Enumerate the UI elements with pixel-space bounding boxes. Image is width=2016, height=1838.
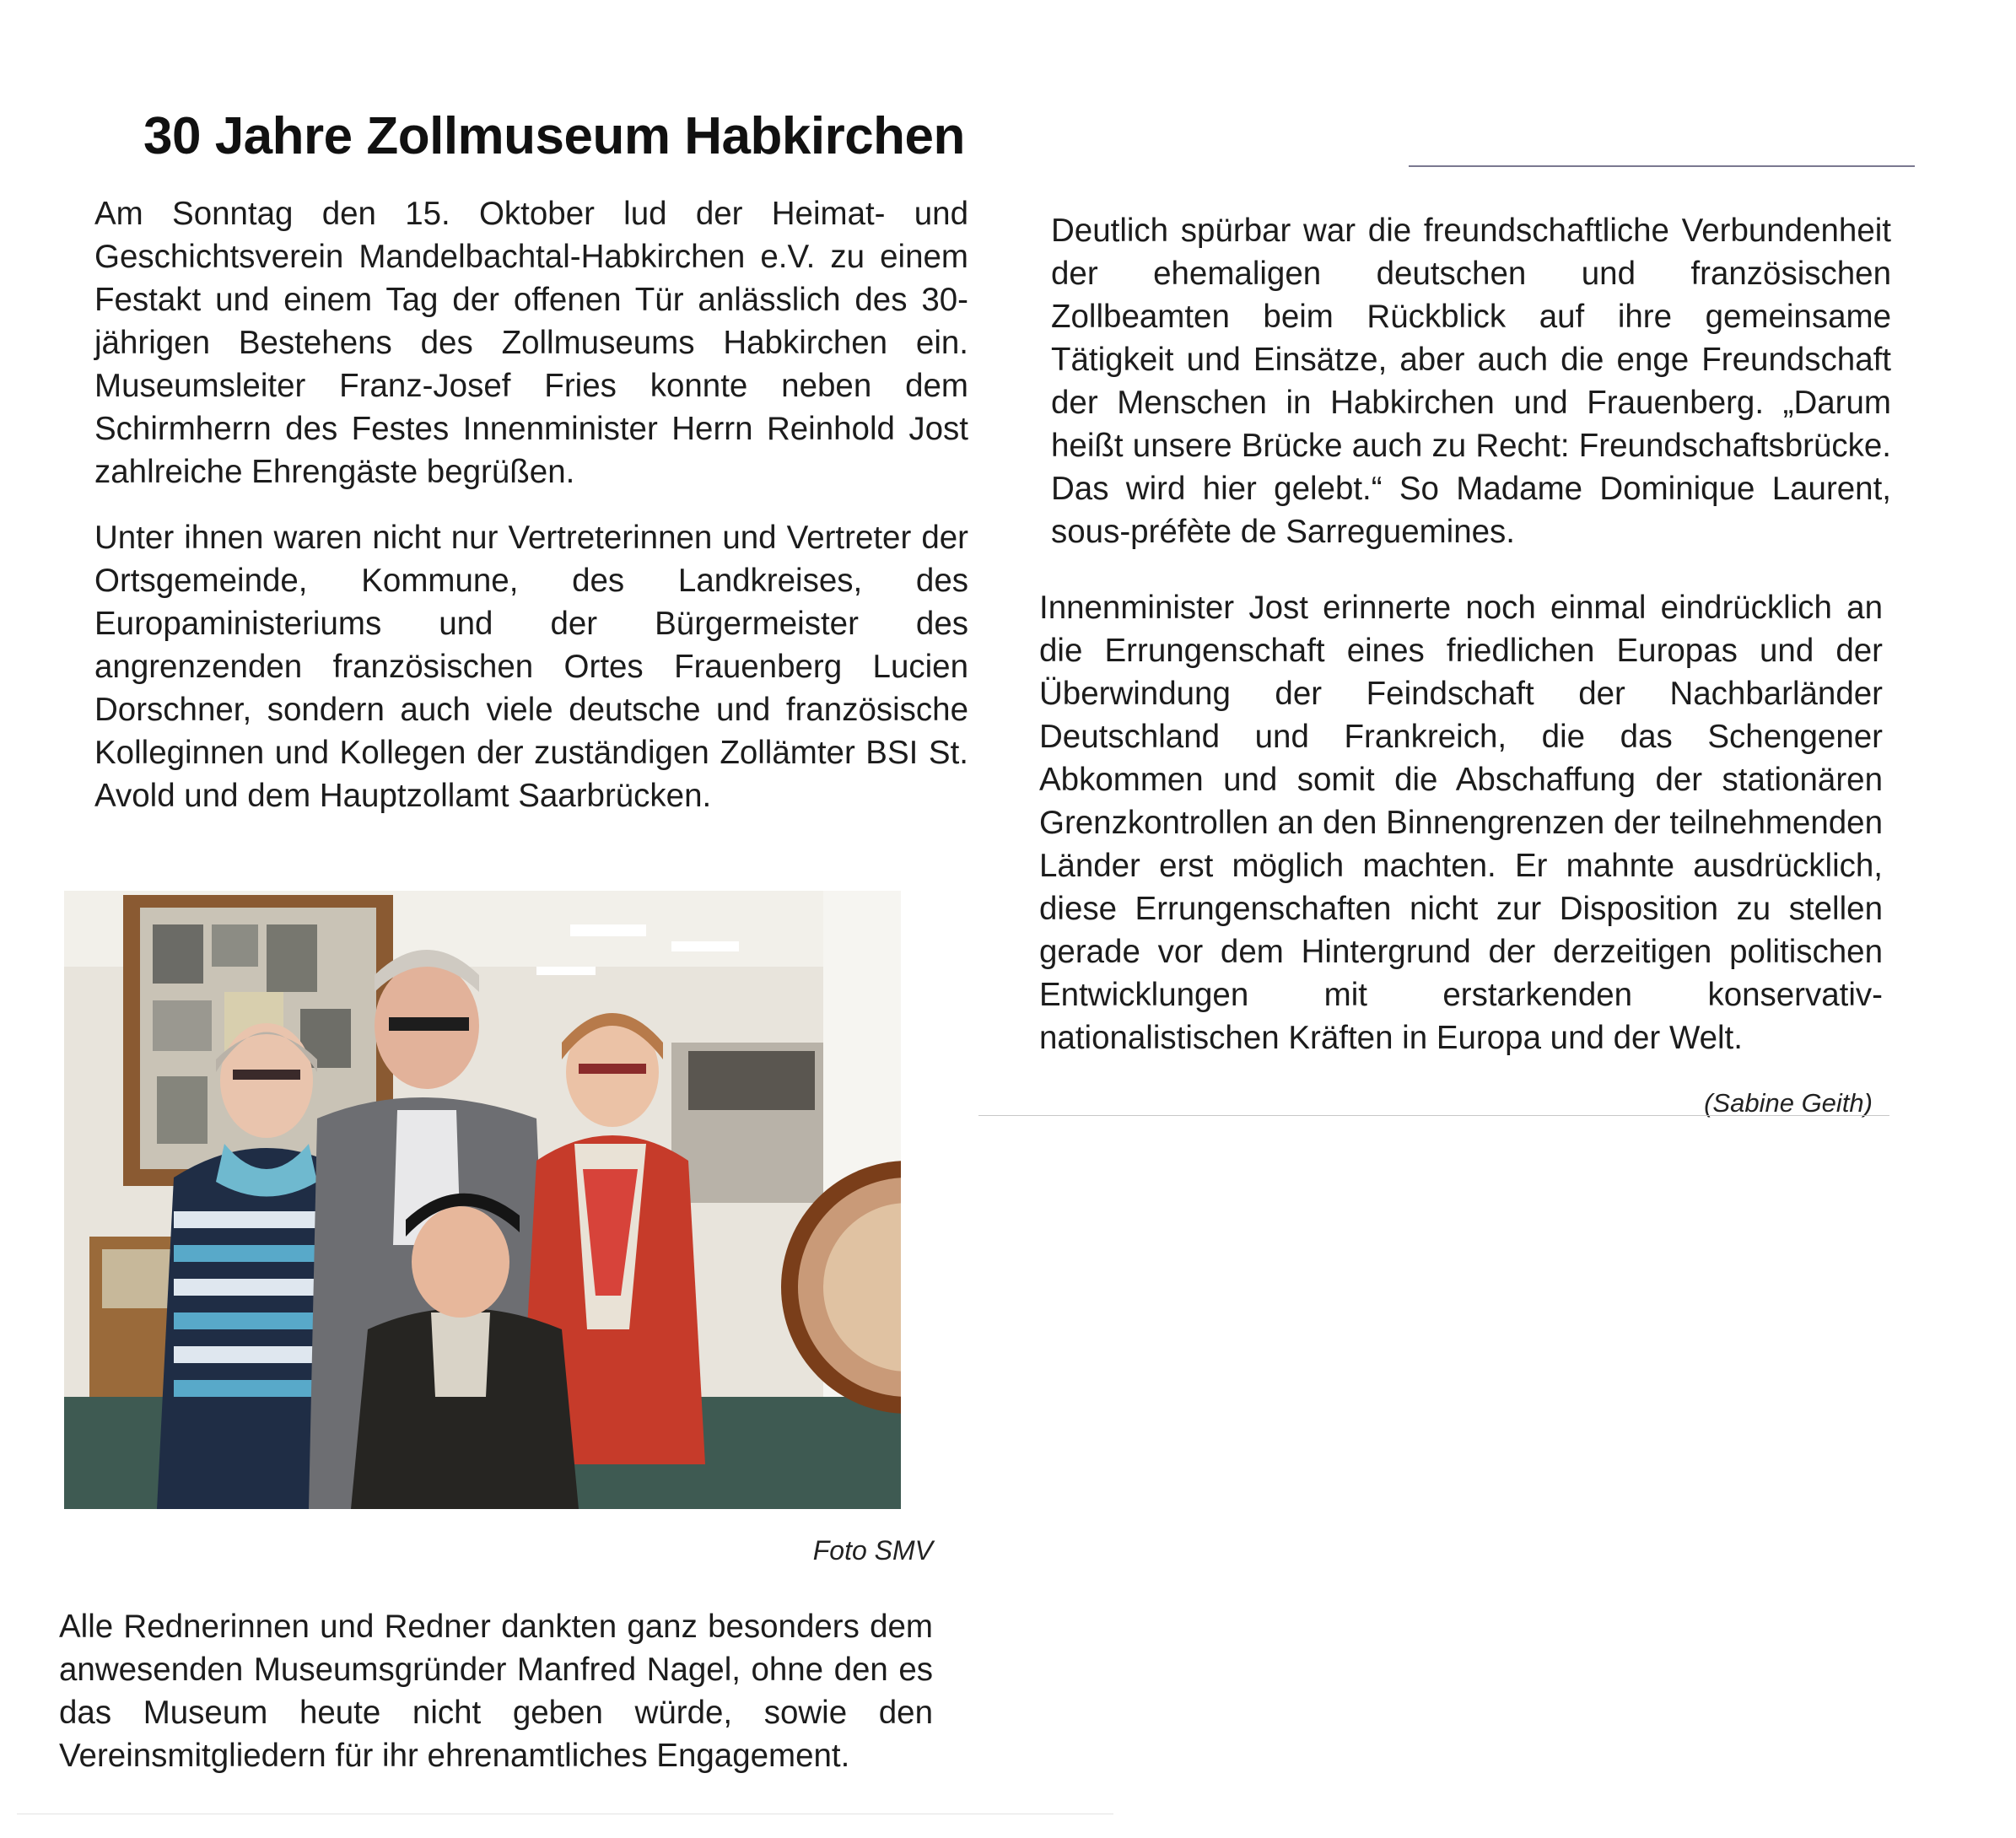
paragraph-guests: Unter ihnen waren nicht nur Vertreterinnen und Vertreter der Ortsgemeinde, Kommune, des Landkreises, des Europaministeriums und der Bürgermeister des angrenzenden französischen Ortes Frauenberg Lucien Dorschner, sondern auch viele deutsche und französische Kolleginnen und Kollegen der zuständigen Zollämter BSI St. Avold und dem Hauptzollamt Saarbrücken. <box>94 520 968 814</box>
article-title: 30 Jahre Zollmuseum Habkirchen <box>143 107 965 165</box>
paragraph-europe: Innenminister Jost erinnerte noch einmal eindrücklich an die Errungenschaft eines friedlichen Europas und der Überwindung der Feindschaft der Nachbarländer Deutschland und Frankreich, die das Schengener Abkommen und somit die Abschaffung der stationären Grenzkontrollen an den Binnengrenzen der teilnehmenden Länder erst möglich machten. Er mahnte ausdrücklich, diese Errungenschaften nicht zur Disposition zu stellen gerade vor dem Hintergrund der derzeitigen politischen Entwicklungen mit erstarkenden konservativ-nationalistischen Kräften in Europa und der Welt. <box>1039 590 1883 1056</box>
paragraph-friendship: Deutlich spürbar war die freundschaftliche Verbundenheit der ehemaligen deutschen und französischen Zollbeamten beim Rückblick auf ihre gemeinsame Tätigkeit und Einsätze, aber auch die enge Freundschaft der Menschen in Habkirchen und Frauenberg. „Darum heißt unsere Brücke auch zu Recht: Freundschaftsbrücke. Das wird hier gelebt.“ So Madame Dominique Laurent, sous-préfète de Sarreguemines. <box>1051 213 1891 550</box>
article-photo <box>64 891 901 1509</box>
photo-credit: Foto SMV <box>812 1535 933 1566</box>
column-end-rule <box>978 1115 1889 1116</box>
paragraph-intro: Am Sonntag den 15. Oktober lud der Heimat- und Geschichtsverein Mandelbachtal-Habkirchen e.V. zu einem Festakt und einem Tag der offenen Tür anlässlich des 30-jährigen Bestehens des Zollmuseums Habkirchen ein. Museumsleiter Franz-Josef Fries konnte neben dem Schirmherrn des Festes Innenminister Herrn Reinhold Jost zahlreiche Ehrengäste begrüßen. <box>94 196 968 490</box>
paragraph-thanks: Alle Rednerinnen und Redner dankten ganz besonders dem anwesenden Museumsgründer Manfred Nagel, ohne den es das Museum heute nicht geben würde, sowie den Vereinsmitgliedern für ihr ehrenamtliches Engagement. <box>59 1609 933 1774</box>
author-credit: (Sabine Geith) <box>1704 1088 1873 1118</box>
header-rule <box>1409 165 1915 167</box>
